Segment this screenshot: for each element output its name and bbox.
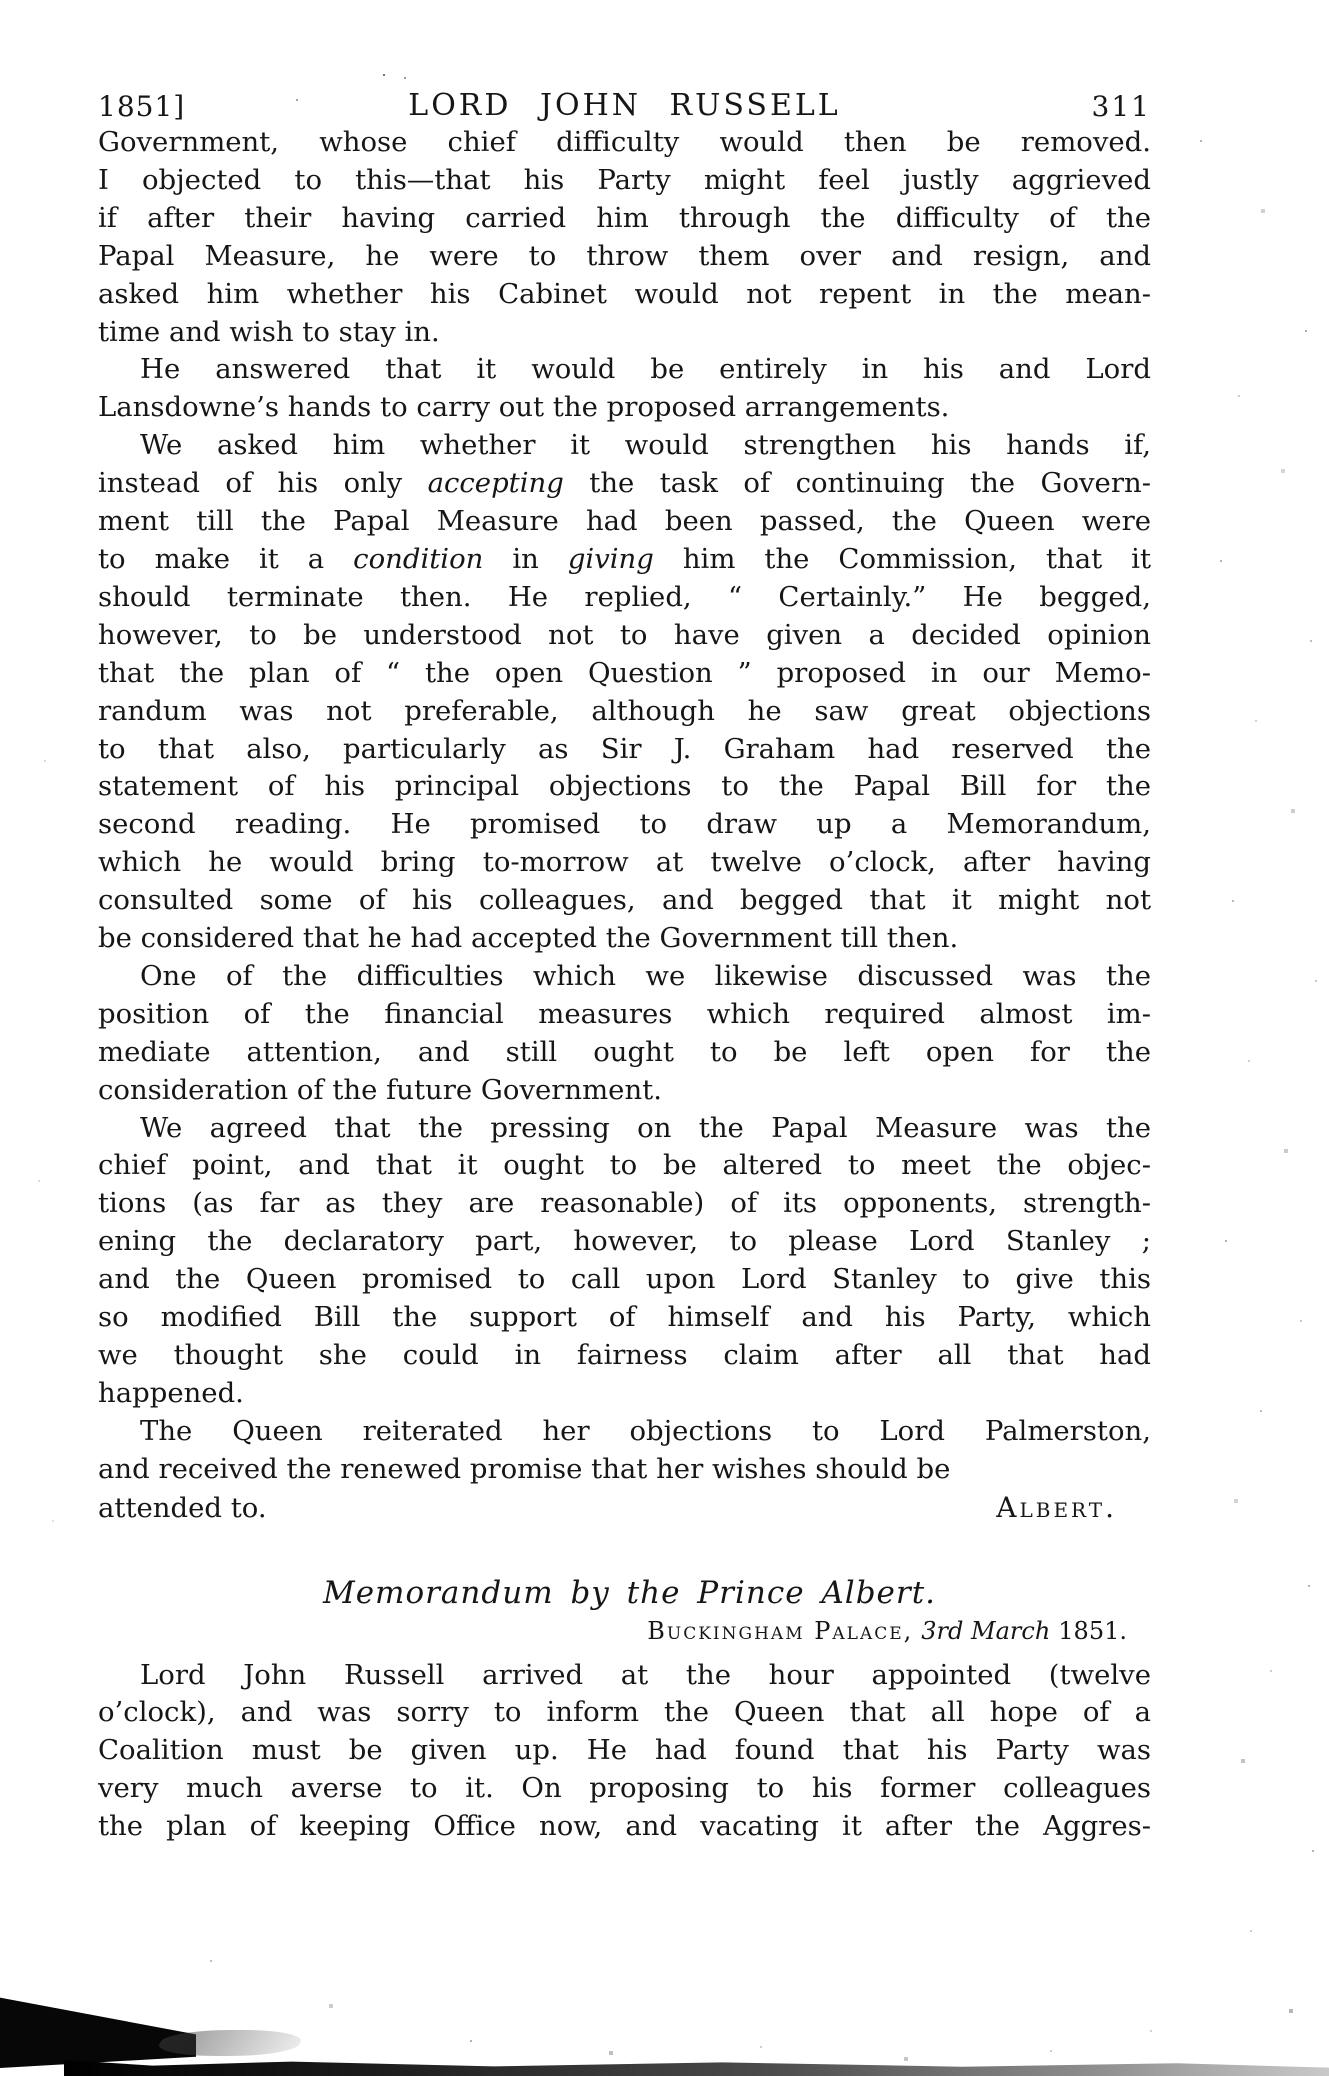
scan-artifact-corner-wedge	[0, 1988, 196, 2068]
text-line: He answered that it would be entirely in his and Lord	[140, 353, 1151, 386]
text-line: to make it a condition in giving him the Commission, that it	[98, 542, 1151, 575]
signature-row-text: attended to.	[98, 1491, 267, 1524]
text-line: consulted some of his colleagues, and begged that it might not	[98, 884, 1151, 917]
text-line: ment till the Papal Measure had been passed, the Queen were	[98, 505, 1151, 538]
text-line: very much averse to it. On proposing to his former colleagues	[98, 1772, 1151, 1805]
text-line: if after their having carried him through the difficulty of the	[98, 201, 1151, 234]
text-line: randum was not preferable, although he saw great objections	[98, 694, 1151, 727]
section-heading-text: Memorandum by the Prince Albert.	[322, 1574, 937, 1611]
text-line: One of the difficulties which we likewise discussed was the	[140, 959, 1151, 992]
text-line: instead of his only accepting the task of continuing the Govern-	[98, 467, 1151, 500]
signature-row	[98, 1489, 1151, 1528]
text-line: Government, whose chief difficulty would then be removed.	[98, 126, 1151, 158]
text-line: Lansdowne’s hands to carry out the proposed arrangements.	[98, 391, 950, 424]
text-line: asked him whether his Cabinet would not repent in the mean-	[98, 277, 1151, 310]
text-line: tions (as far as they are reasonable) of its opponents, strength-	[98, 1187, 1151, 1220]
text-line: statement of his principal objections to the Papal Bill for the	[98, 770, 1151, 803]
text-line: should terminate then. He replied, “ Certainly.” He begged,	[98, 580, 1151, 613]
text-line: time and wish to stay in.	[98, 315, 440, 348]
text-line: We agreed that the pressing on the Papal Measure was the	[140, 1111, 1151, 1144]
text-line: ening the declaratory part, however, to please Lord Stanley ;	[98, 1225, 1151, 1258]
text-line: however, to be understood not to have given a decided opinion	[98, 618, 1151, 651]
text-line: mediate attention, and still ought to be left open for the	[98, 1035, 1151, 1068]
text-line: which he would bring to-morrow at twelve o’clock, after having	[98, 846, 1151, 879]
text-line: we thought she could in fairness claim after all that had	[98, 1339, 1151, 1371]
text-line: position of the financial measures which required almost im-	[98, 997, 1151, 1030]
text-line: and received the renewed promise that her wishes should be	[98, 1452, 951, 1485]
page-number: 311	[1091, 90, 1151, 123]
text-line: Papal Measure, he were to throw them over and resign, and	[98, 239, 1151, 272]
text-line: consideration of the future Government.	[98, 1073, 662, 1106]
closing-paragraph	[98, 1657, 1151, 1847]
text-line: the plan of keeping Office now, and vacating it after the Aggres-	[98, 1810, 1151, 1843]
text-line: We asked him whether it would strengthen his hands if,	[140, 429, 1151, 462]
dateline-place: Buckingham Palace,	[647, 1616, 914, 1645]
text-line: Lord John Russell arrived at the hour appointed (twelve	[140, 1658, 1151, 1691]
section-heading	[98, 1575, 1151, 1611]
text-line: I objected to this—that his Party might feel justly aggrieved	[98, 163, 1151, 196]
signature: Albert.	[996, 1490, 1117, 1524]
text-column	[98, 124, 1151, 1846]
scan-artifact-streak	[153, 2030, 307, 2056]
text-line: happened.	[98, 1376, 244, 1409]
header-year-bracket: 1851]	[98, 90, 186, 123]
dateline-date: 3rd March	[921, 1616, 1051, 1645]
text-line: to that also, particularly as Sir J. Graham had reserved the	[98, 732, 1151, 765]
body-paragraphs	[98, 124, 1151, 1489]
text-line: that the plan of “ the open Question ” proposed in our Memo-	[98, 656, 1151, 689]
text-line: chief point, and that it ought to be altered to meet the objec-	[98, 1149, 1151, 1182]
text-line: Coalition must be given up. He had found that his Party was	[98, 1734, 1151, 1767]
scan-artifact-bottom-band	[64, 2060, 1329, 2076]
text-line: so modified Bill the support of himself and his Party, which	[98, 1301, 1151, 1334]
dateline	[98, 1617, 1151, 1645]
text-line: second reading. He promised to draw up a Memorandum,	[98, 808, 1151, 841]
text-line: be considered that he had accepted the Government till then.	[98, 922, 959, 955]
running-title: LORD JOHN RUSSELL	[408, 88, 841, 123]
text-line: o’clock), and was sorry to inform the Queen that all hope of a	[98, 1696, 1151, 1729]
text-line: and the Queen promised to call upon Lord Stanley to give this	[98, 1263, 1151, 1296]
scan-noise-speckles	[0, 0, 2, 2]
dateline-year: 1851.	[1058, 1616, 1127, 1645]
text-line: The Queen reiterated her objections to Lord Palmerston,	[140, 1414, 1151, 1447]
